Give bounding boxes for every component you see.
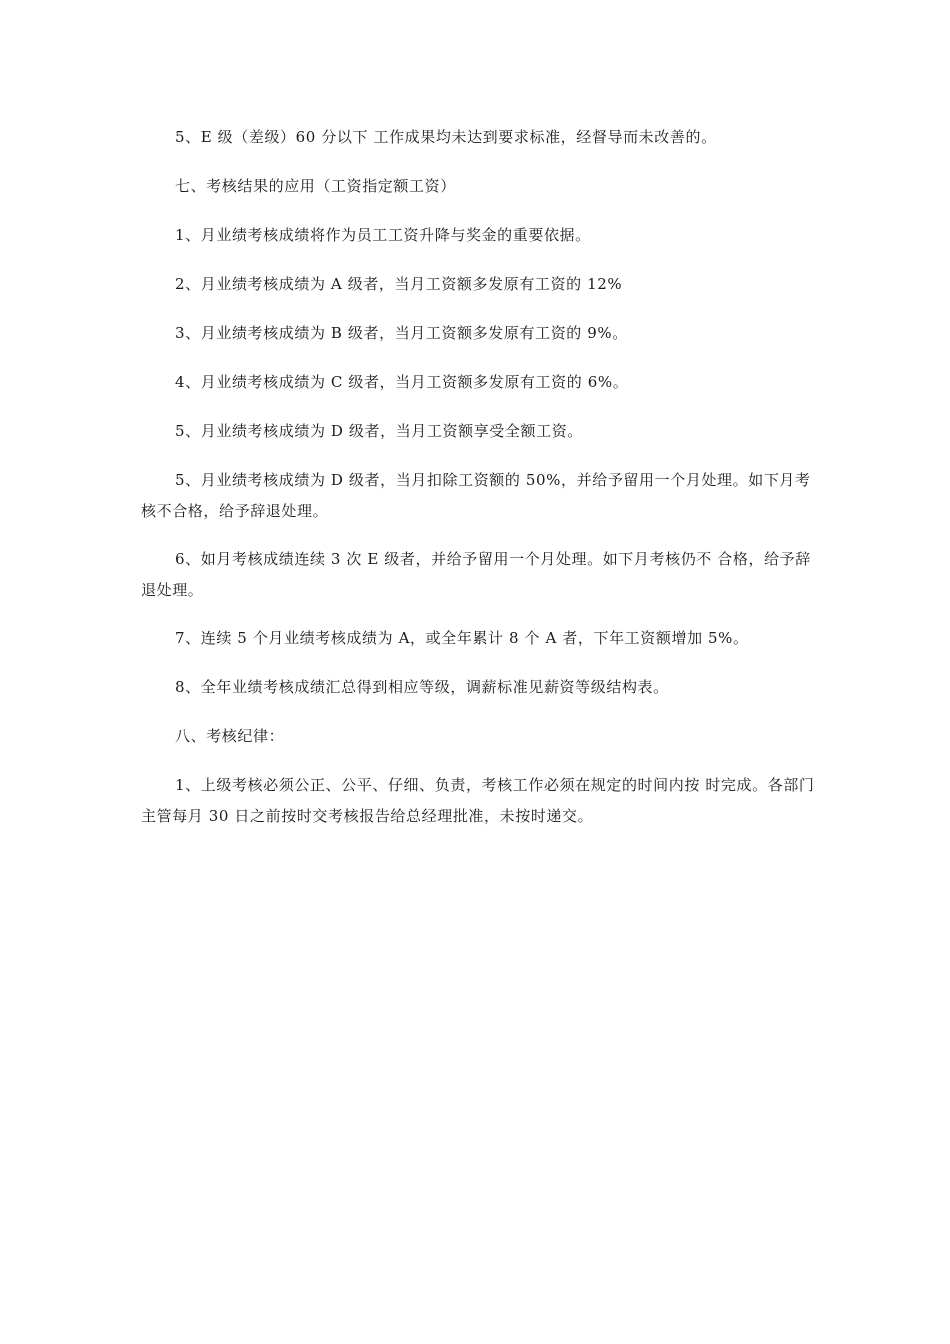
paragraph-discipline-1: 1、上级考核必须公正、公平、仔细、负责，考核工作必须在规定的时间内按 时完成。各部门主管每月 30 日之前按时交考核报告给总经理批准，未按时递交。 [141, 776, 815, 825]
paragraph-item-6: 6、如月考核成绩连续 3 次 E 级者，并给予留用一个月处理。如下月考核仍不 合格，给予辞退处理。 [141, 550, 811, 599]
section-heading-7: 七、考核结果的应用（工资指定额工资） [175, 177, 456, 195]
paragraph-item-5b: 5、月业绩考核成绩为 D 级者，当月扣除工资额的 50%，并给予留用一个月处理。如下月考核不合格，给予辞退处理。 [141, 471, 811, 520]
paragraph-item-7: 7、连续 5 个月业绩考核成绩为 A，或全年累计 8 个 A 者，下年工资额增加 5%。 [175, 629, 749, 647]
paragraph-grade-e: 5、E 级（差级）60 分以下 工作成果均未达到要求标准，经督导而未改善的。 [175, 128, 717, 146]
document-body [141, 122, 821, 849]
paragraph-item-1: 1、月业绩考核成绩将作为员工工资升降与奖金的重要依据。 [175, 226, 591, 244]
paragraph-item-4: 4、月业绩考核成绩为 C 级者，当月工资额多发原有工资的 6%。 [175, 373, 629, 391]
section-heading-8: 八、考核纪律： [175, 727, 285, 745]
paragraph-item-3: 3、月业绩考核成绩为 B 级者，当月工资额多发原有工资的 9%。 [175, 324, 628, 342]
paragraph-item-5a: 5、月业绩考核成绩为 D 级者，当月工资额享受全额工资。 [175, 422, 583, 440]
paragraph-item-2: 2、月业绩考核成绩为 A 级者，当月工资额多发原有工资的 12% [175, 275, 623, 293]
paragraph-item-8: 8、全年业绩考核成绩汇总得到相应等级，调薪标准见薪资等级结构表。 [175, 678, 669, 696]
